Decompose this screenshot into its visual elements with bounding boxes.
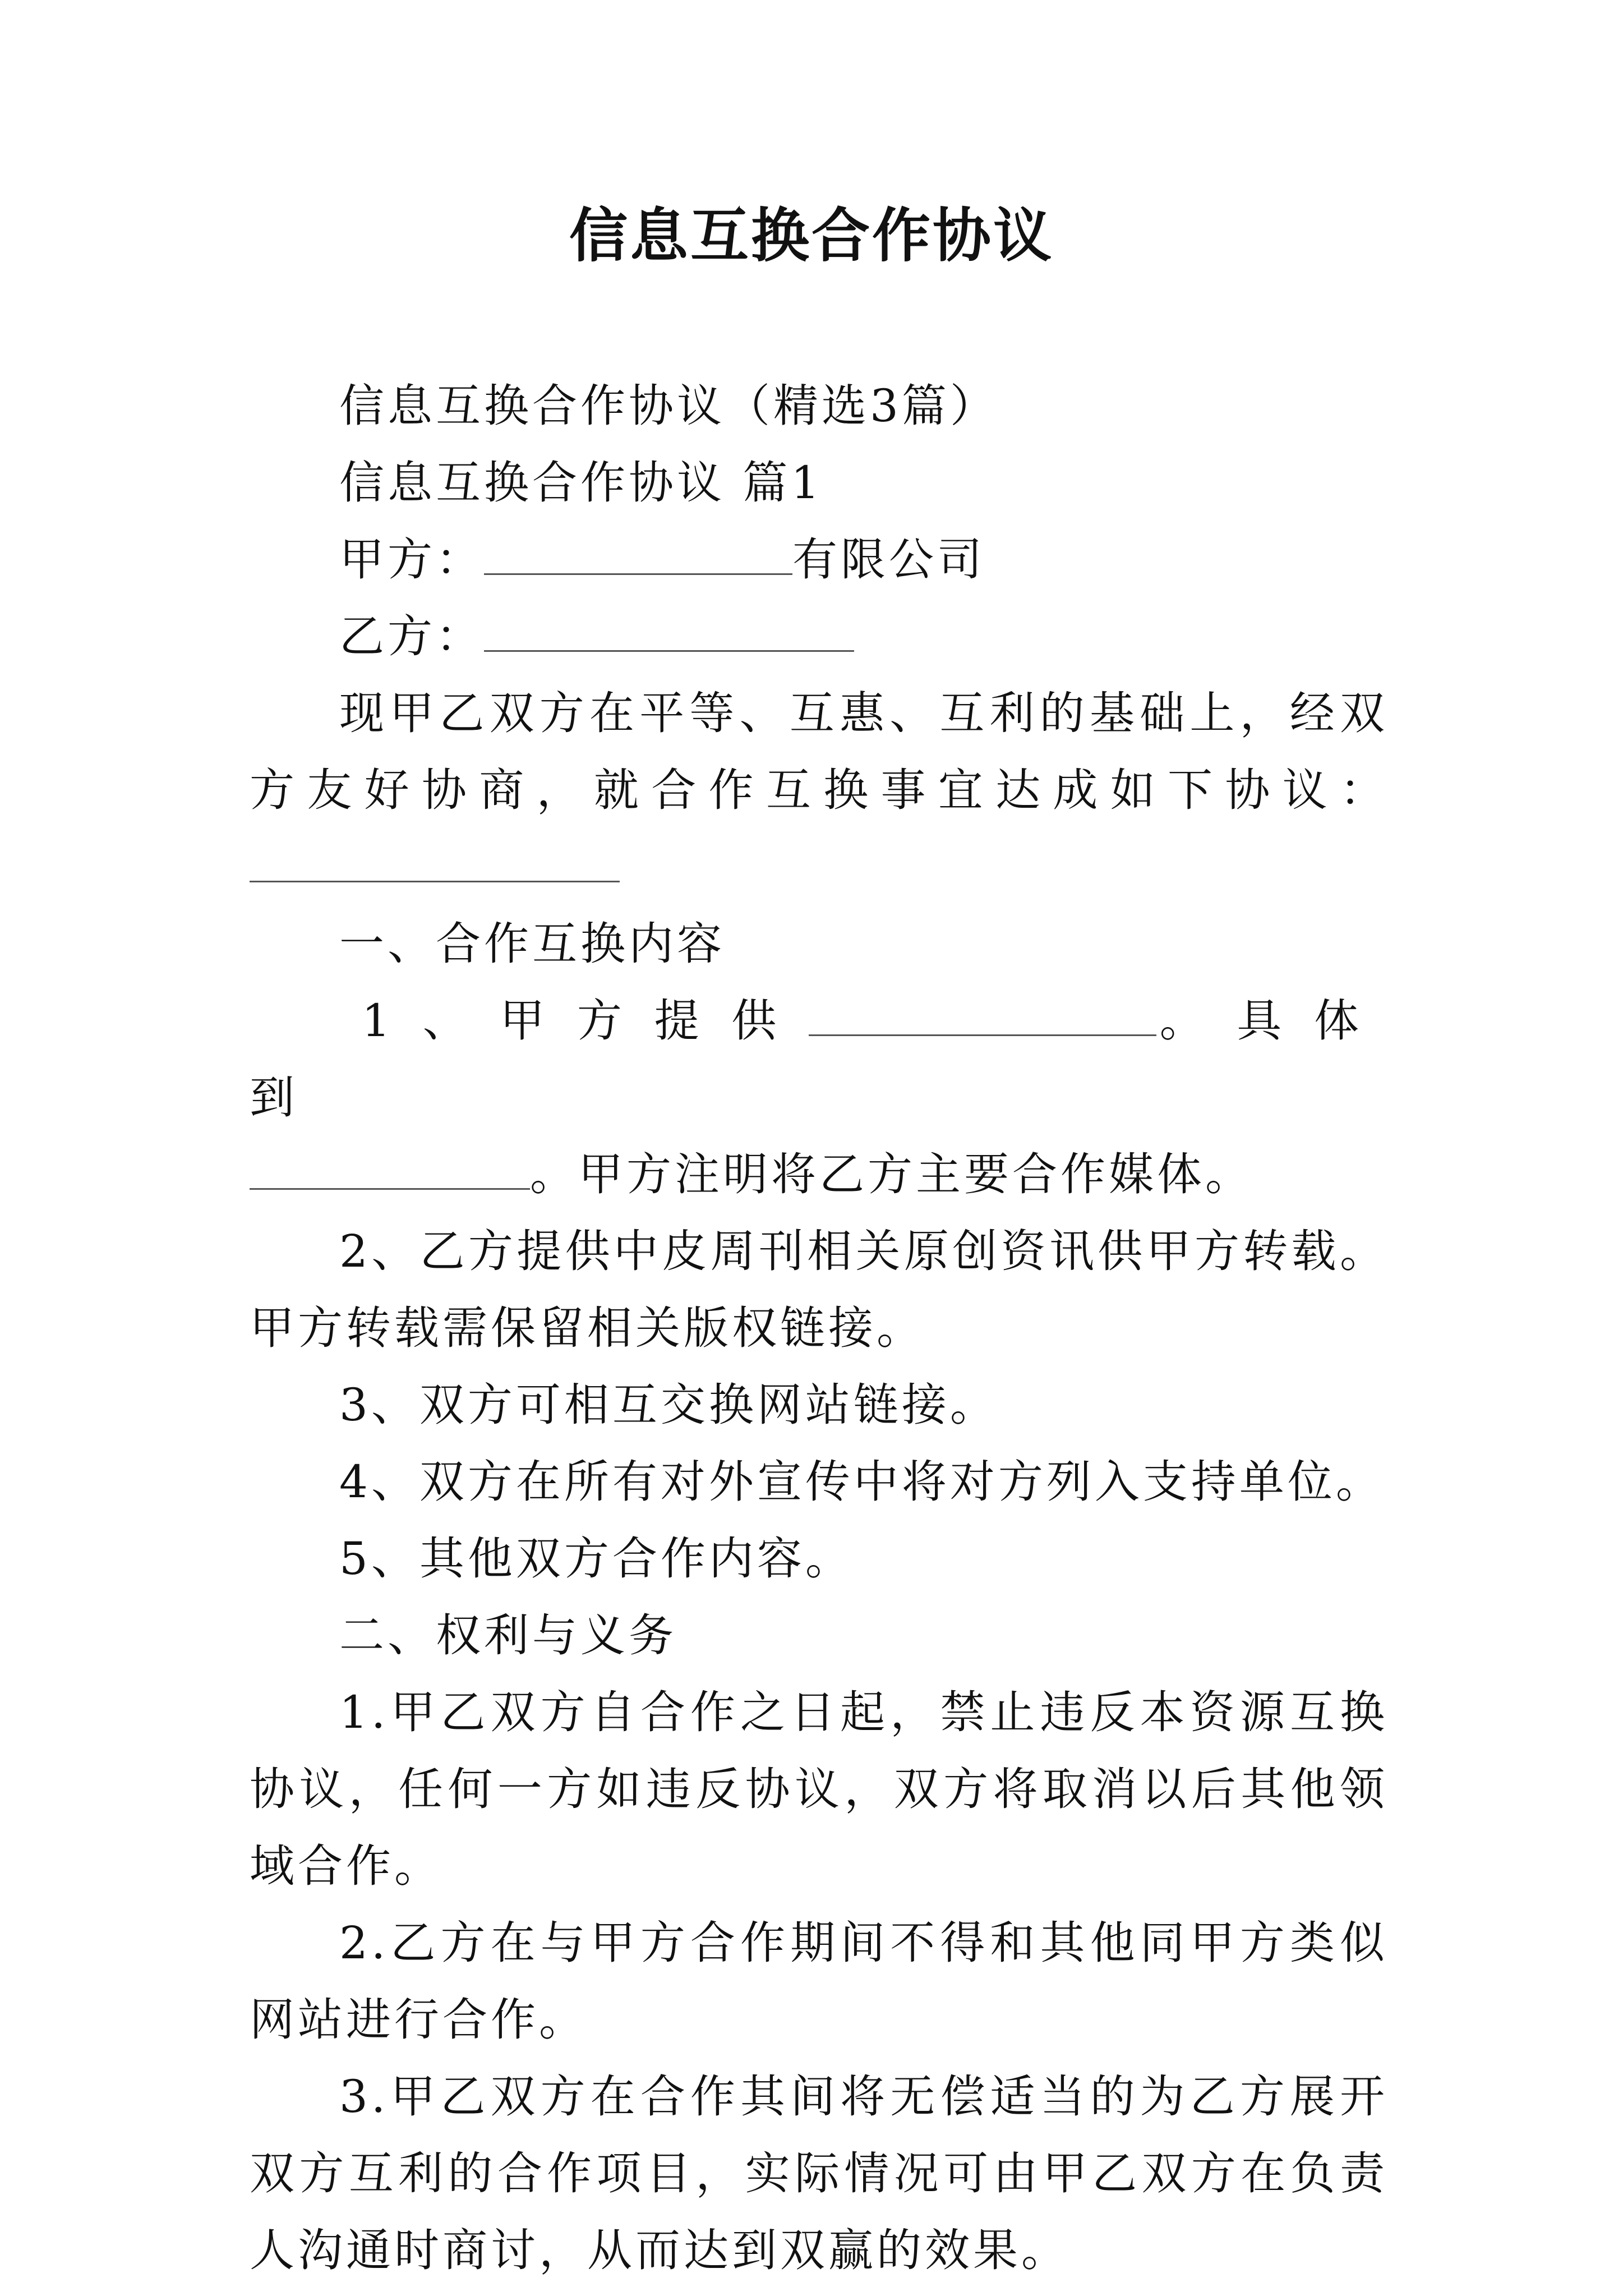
item5-paragraph: 5、其他双方合作内容。 xyxy=(339,1533,854,1585)
item1-text-a: 1、甲方提供 xyxy=(362,995,809,1047)
item1-text-c: 。甲方注明将乙方主要合作媒体。 xyxy=(530,1148,1253,1200)
item4-paragraph: 4、双方在所有对外宣传中将对方列入支持单位。 xyxy=(339,1456,1384,1508)
right3-paragraph: 3.甲乙双方在合作其间将无偿适当的为乙方展开双方互利的合作项目，实际情况可由甲乙双方在负责人沟通时商讨，从而达到双赢的效果。 xyxy=(250,2070,1388,2276)
document-body xyxy=(250,367,1388,2289)
section-heading: 信息互换合作协议 篇1 xyxy=(339,457,823,509)
item1-paragraph xyxy=(250,982,1388,1213)
party-b-label: 乙方： xyxy=(339,610,484,662)
party-a-suffix: 有限公司 xyxy=(792,533,985,586)
item1-text-b: 。具体到 xyxy=(250,995,1388,1124)
part1-heading: 一、合作互换内容 xyxy=(339,918,725,970)
document-title: 信息互换合作协议 xyxy=(569,201,1054,270)
party-b-blank xyxy=(484,611,854,652)
item1-blank-2 xyxy=(250,1149,530,1190)
intro-blank xyxy=(250,841,620,882)
party-a-line xyxy=(250,521,1388,598)
party-a-label: 甲方： xyxy=(339,533,484,586)
part2-heading: 二、权利与义务 xyxy=(339,1609,677,1662)
right2-paragraph: 2.乙方在与甲方合作期间不得和其他同甲方类似网站进行合作。 xyxy=(250,1917,1388,2046)
right1-paragraph: 1.甲乙双方自合作之日起，禁止违反本资源互换协议，任何一方如违反协议，双方将取消以后其他领域合作。 xyxy=(250,1686,1388,1892)
subtitle: 信息互换合作协议（精选3篇） xyxy=(339,380,998,432)
item2-paragraph: 2、乙方提供中皮周刊相关原创资讯供甲方转载。甲方转载需保留相关版权链接。 xyxy=(250,1225,1388,1354)
party-a-blank xyxy=(484,534,792,575)
item1-blank-1 xyxy=(809,995,1156,1036)
item3-paragraph: 3、双方可相互交换网站链接。 xyxy=(339,1379,998,1431)
intro-paragraph xyxy=(250,675,1388,905)
intro-text: 现甲乙双方在平等、互惠、互利的基础上，经双方友好协商，就合作互换事宜达成如下协议： xyxy=(250,687,1388,816)
party-b-line xyxy=(250,598,1388,675)
